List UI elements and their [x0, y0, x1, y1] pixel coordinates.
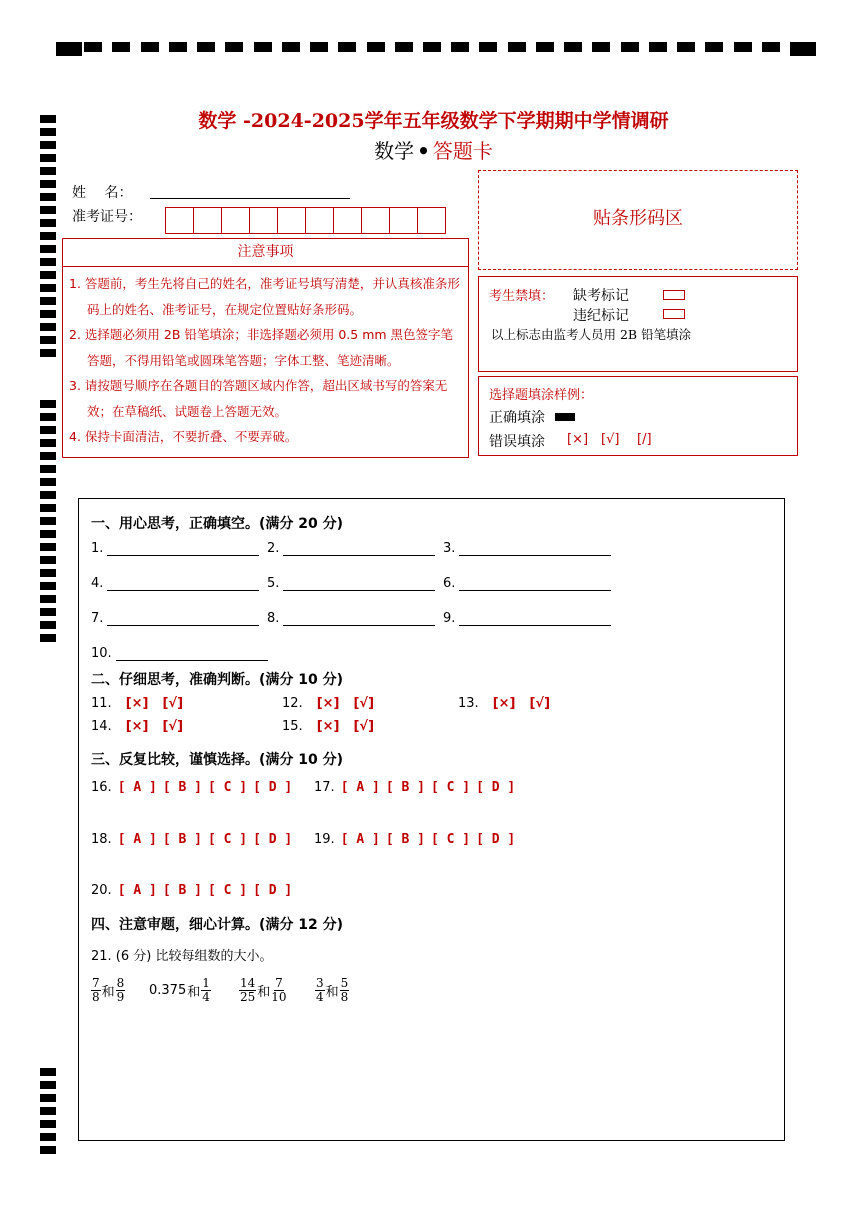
timing-mark [40, 297, 56, 305]
denominator: 8 [92, 990, 100, 1004]
timing-mark [40, 569, 56, 577]
violation-mark-box[interactable] [663, 309, 685, 319]
id-digit-box[interactable] [249, 207, 278, 234]
timing-mark [40, 400, 56, 408]
fill-number: 9. [443, 611, 456, 626]
fraction [239, 977, 256, 1004]
numerator: 7 [275, 976, 283, 990]
timing-mark [40, 452, 56, 460]
wrong-mark-1: [×] [567, 432, 589, 447]
fraction [340, 977, 350, 1004]
timing-mark [40, 504, 56, 512]
judge-wrong-option[interactable]: [×] [492, 696, 516, 711]
q21-text: 21. (6 分) 比较每组数的大小。 [91, 949, 273, 964]
fill-line[interactable] [107, 544, 259, 556]
judge-q11 [91, 696, 183, 711]
timing-mark [40, 219, 56, 227]
timing-mark [84, 42, 102, 52]
forbid-label: 考生禁填： [489, 289, 555, 304]
timing-mark [40, 232, 56, 240]
id-digit-box[interactable] [361, 207, 390, 234]
choice-number: 17. [314, 780, 335, 795]
fill-line[interactable] [459, 614, 611, 626]
timing-mark [40, 556, 56, 564]
numerator: 7 [92, 976, 100, 990]
notice-item-1: 1. 答题前，考生先将自己的姓名，准考证号填写清楚，并认真核准条形码上的姓名、准考证号，在规定位置贴好条形码。 [69, 276, 460, 317]
fill-q6[interactable] [443, 576, 611, 591]
wrong-fill-label: 错误填涂 [489, 434, 545, 450]
timing-mark [112, 42, 130, 52]
answer-area [78, 498, 785, 1141]
timing-mark [649, 42, 667, 52]
name-input-line[interactable] [150, 198, 350, 199]
choice-option-a[interactable]: [ A ] [340, 780, 380, 795]
fill-number: 5. [267, 576, 280, 591]
choice-option-d[interactable]: [ D ] [253, 832, 293, 847]
timing-mark [40, 530, 56, 538]
notice-item-2: 2. 选择题必须用 2B 铅笔填涂；非选择题必须用 0.5 mm 黑色签字笔答题，不得用铅笔或圆珠笔答题；字体工整、笔迹清晰。 [69, 327, 454, 368]
fill-number: 8. [267, 611, 280, 626]
choice-option-c[interactable]: [ C ] [430, 832, 471, 847]
and-text: 和 [187, 985, 201, 1000]
choice-number: 18. [91, 832, 112, 847]
page-title: 数学 -2024-2025学年五年级数学下学期期中学情调研 [198, 110, 669, 132]
numerator: 8 [116, 976, 125, 990]
timing-mark [40, 336, 56, 344]
compare-pair-2 [149, 977, 211, 1004]
judge-number: 15. [282, 719, 303, 734]
timing-mark [40, 543, 56, 551]
fill-q8[interactable] [267, 611, 435, 626]
timing-mark [282, 42, 300, 52]
fill-number: 6. [443, 576, 456, 591]
notice-box [62, 238, 469, 458]
fraction [315, 977, 325, 1004]
choice-option-d[interactable]: [ D ] [476, 780, 516, 795]
timing-mark [40, 284, 56, 292]
judge-right-option[interactable]: [√] [529, 696, 551, 711]
fill-line[interactable] [283, 614, 435, 626]
wrong-mark-2: [√] [601, 432, 620, 447]
timing-mark [40, 413, 56, 421]
id-digit-box[interactable] [221, 207, 250, 234]
wrong-mark-3: [/] [637, 432, 652, 447]
fill-q1[interactable] [91, 541, 259, 556]
choice-number: 16. [91, 780, 112, 795]
top-timing-marks [56, 42, 816, 56]
timing-mark [40, 1068, 56, 1076]
sample-title: 选择题填涂样例： [489, 388, 594, 403]
timing-mark [40, 621, 56, 629]
choice-q19 [314, 832, 515, 847]
timing-mark [169, 42, 187, 52]
timing-mark [40, 349, 56, 357]
and-text: 和 [257, 985, 271, 1000]
timing-mark [310, 42, 328, 52]
timing-mark [40, 1146, 56, 1154]
judge-q15 [282, 719, 374, 734]
choice-option-d[interactable]: [ D ] [253, 780, 293, 795]
and-text: 和 [101, 985, 115, 1000]
timing-mark [40, 323, 56, 331]
choice-q18 [91, 832, 292, 847]
timing-mark [40, 595, 56, 603]
timing-mark [40, 1120, 56, 1128]
subtitle-suffix: 答题卡 [432, 139, 493, 163]
timing-mark [197, 42, 215, 52]
compare-pair-3 [239, 977, 287, 1004]
fill-number: 1. [91, 541, 104, 556]
judge-wrong-option[interactable]: [×] [125, 696, 149, 711]
denominator: 10 [271, 990, 287, 1004]
timing-mark [395, 42, 413, 52]
choice-option-a[interactable]: [ A ] [117, 780, 157, 795]
fill-number: 10. [91, 646, 112, 661]
judge-wrong-option[interactable]: [×] [316, 719, 340, 734]
page-subtitle [0, 135, 867, 164]
judge-number: 13. [458, 696, 479, 711]
fill-line[interactable] [116, 649, 268, 661]
correct-fill-label: 正确填涂 [489, 410, 545, 426]
and-text: 和 [325, 985, 339, 1000]
timing-mark [790, 42, 816, 56]
choice-option-c[interactable]: [ C ] [207, 832, 248, 847]
violation-label: 违纪标记 [573, 308, 629, 324]
notice-heading: 注意事项 [63, 239, 468, 267]
timing-mark [40, 478, 56, 486]
timing-mark [508, 42, 526, 52]
timing-mark [40, 245, 56, 253]
timing-mark [40, 271, 56, 279]
timing-mark [40, 1094, 56, 1102]
subtitle-dot: • [417, 139, 430, 163]
timing-mark [621, 42, 639, 52]
fill-line[interactable] [283, 579, 435, 591]
denominator: 9 [116, 990, 125, 1004]
denominator: 4 [316, 990, 324, 1004]
timing-mark [254, 42, 272, 52]
choice-option-b[interactable]: [ B ] [385, 832, 425, 847]
fraction [116, 977, 126, 1004]
judge-q14 [91, 719, 183, 734]
timing-mark [762, 42, 780, 52]
fill-line[interactable] [107, 614, 259, 626]
fill-q2[interactable] [267, 541, 435, 556]
choice-option-c[interactable]: [ C ] [207, 780, 248, 795]
judge-right-option[interactable]: [√] [353, 719, 375, 734]
forbid-note: 以上标志由监考人员用 2B 铅笔填涂 [491, 327, 692, 342]
choice-option-b[interactable]: [ B ] [162, 883, 202, 898]
id-digit-box[interactable] [193, 207, 222, 234]
choice-option-d[interactable]: [ D ] [253, 883, 293, 898]
numerator: 1 [202, 976, 210, 990]
decimal-value: 0.375 [149, 983, 187, 998]
denominator: 4 [202, 990, 210, 1004]
judge-number: 11. [91, 696, 112, 711]
forbid-box [478, 276, 798, 372]
choice-option-a[interactable]: [ A ] [117, 883, 157, 898]
name-label: 姓 名： [72, 185, 133, 201]
fill-line[interactable] [107, 579, 259, 591]
timing-mark [40, 517, 56, 525]
timing-mark [40, 167, 56, 175]
timing-mark [677, 42, 695, 52]
timing-mark [40, 193, 56, 201]
fill-line[interactable] [283, 544, 435, 556]
fill-number: 3. [443, 541, 456, 556]
judge-wrong-option[interactable]: [×] [316, 696, 340, 711]
compare-pair-1 [91, 977, 125, 1004]
timing-mark [592, 42, 610, 52]
compare-pair-4 [315, 977, 349, 1004]
timing-mark [40, 206, 56, 214]
timing-mark [40, 439, 56, 447]
timing-mark [734, 42, 752, 52]
fill-q3[interactable] [443, 541, 611, 556]
absent-label: 缺考标记 [573, 288, 629, 304]
section-3-heading: 三、反复比较，谨慎选择。(满分 10 分) [91, 752, 344, 768]
judge-right-option[interactable]: [√] [162, 719, 184, 734]
id-digit-box[interactable] [389, 207, 418, 234]
timing-mark [564, 42, 582, 52]
choice-option-d[interactable]: [ D ] [476, 832, 516, 847]
notice-item-4: 4. 保持卡面清洁，不要折叠、不要弄破。 [69, 429, 298, 444]
timing-mark [367, 42, 385, 52]
fill-number: 4. [91, 576, 104, 591]
choice-option-c[interactable]: [ C ] [430, 780, 471, 795]
timing-mark [536, 42, 554, 52]
denominator: 25 [240, 990, 256, 1004]
section-2-heading: 二、仔细思考，准确判断。(满分 10 分) [91, 672, 344, 688]
timing-mark [40, 310, 56, 318]
timing-mark [40, 1107, 56, 1115]
choice-option-b[interactable]: [ B ] [162, 780, 202, 795]
choice-q20 [91, 883, 292, 898]
barcode-area: 贴条形码区 [478, 170, 798, 270]
fill-q5[interactable] [267, 576, 435, 591]
choice-option-b[interactable]: [ B ] [162, 832, 202, 847]
choice-option-b[interactable]: [ B ] [385, 780, 425, 795]
timing-mark [40, 608, 56, 616]
fraction [91, 977, 101, 1004]
choice-option-c[interactable]: [ C ] [207, 883, 248, 898]
timing-mark [40, 491, 56, 499]
timing-mark [705, 42, 723, 52]
timing-mark [40, 582, 56, 590]
judge-number: 14. [91, 719, 112, 734]
timing-mark [56, 42, 82, 56]
choice-option-a[interactable]: [ A ] [340, 832, 380, 847]
judge-number: 12. [282, 696, 303, 711]
subtitle-prefix: 数学 [374, 139, 415, 163]
id-digit-box[interactable] [417, 207, 446, 234]
numerator: 3 [316, 976, 324, 990]
fraction [201, 977, 211, 1004]
id-digit-box[interactable] [305, 207, 334, 234]
absent-mark-box[interactable] [663, 290, 685, 300]
timing-mark [338, 42, 356, 52]
left-timing-marks-2 [40, 400, 56, 655]
sample-box [478, 376, 798, 456]
numerator: 14 [240, 976, 256, 990]
judge-right-option[interactable]: [√] [162, 696, 184, 711]
judge-q13 [458, 696, 550, 711]
choice-q17 [314, 780, 515, 795]
timing-mark [141, 42, 159, 52]
left-timing-marks-3 [40, 1068, 56, 1166]
judge-q12 [282, 696, 374, 711]
numerator: 5 [340, 976, 349, 990]
section-4-heading: 四、注意审题，细心计算。(满分 12 分) [91, 917, 344, 933]
fill-line[interactable] [459, 579, 611, 591]
denominator: 8 [340, 990, 349, 1004]
notice-item-3: 3. 请按题号顺序在各题目的答题区域内作答，超出区域书写的答案无效；在草稿纸、试题卷上答题无效。 [69, 378, 448, 419]
judge-right-option[interactable]: [√] [353, 696, 375, 711]
fill-q7[interactable] [91, 611, 259, 626]
correct-fill-sample [555, 413, 575, 421]
fill-q4[interactable] [91, 576, 259, 591]
id-digit-box[interactable] [277, 207, 306, 234]
section-1-heading: 一、用心思考，正确填空。(满分 20 分) [91, 516, 344, 532]
id-digit-box[interactable] [165, 207, 194, 234]
choice-q16 [91, 780, 292, 795]
timing-mark [40, 1133, 56, 1141]
choice-option-a[interactable]: [ A ] [117, 832, 157, 847]
timing-mark [40, 465, 56, 473]
choice-number: 20. [91, 883, 112, 898]
timing-mark [40, 180, 56, 188]
timing-mark [451, 42, 469, 52]
timing-mark [40, 258, 56, 266]
judge-wrong-option[interactable]: [×] [125, 719, 149, 734]
fill-number: 7. [91, 611, 104, 626]
timing-mark [423, 42, 441, 52]
fill-q10[interactable] [91, 646, 268, 661]
timing-mark [40, 634, 56, 642]
choice-number: 19. [314, 832, 335, 847]
fill-q9[interactable] [443, 611, 611, 626]
id-boxes [165, 207, 445, 234]
fraction [271, 977, 286, 1004]
id-digit-box[interactable] [333, 207, 362, 234]
timing-mark [479, 42, 497, 52]
timing-mark [40, 1081, 56, 1089]
timing-mark [225, 42, 243, 52]
fill-line[interactable] [459, 544, 611, 556]
id-label: 准考证号： [72, 209, 142, 225]
fill-number: 2. [267, 541, 280, 556]
timing-mark [40, 426, 56, 434]
